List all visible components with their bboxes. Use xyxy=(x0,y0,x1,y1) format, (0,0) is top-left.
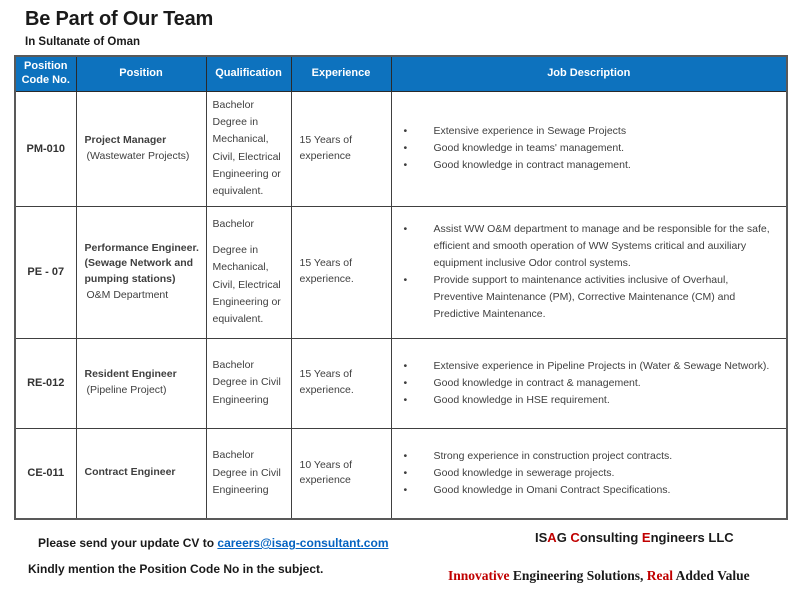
qualification-paragraph: Degree in Mechanical, Civil, Electrical Engineering or equivalent. xyxy=(212,243,281,326)
accent-red-text: Real xyxy=(646,568,676,583)
job-bullet xyxy=(402,482,779,499)
bullet-marker: • xyxy=(403,274,408,286)
col-header-position-code: Position Code No. xyxy=(15,56,76,91)
bullet-text: Good knowledge in Omani Contract Specifications. xyxy=(433,483,671,496)
qualification-paragraph: Bachelor Degree in Civil Engineering xyxy=(212,359,281,406)
subject-instruction: Kindly mention the Position Code No in the subject. xyxy=(28,562,324,576)
job-description-cell xyxy=(391,206,787,338)
accent-red-text: C xyxy=(570,530,580,545)
position-cell xyxy=(76,338,206,428)
plain-text: onsulting xyxy=(579,530,642,545)
job-bullet xyxy=(402,157,779,174)
position-title: Performance Engineer. (Sewage Network and pumping stations) xyxy=(84,241,199,285)
job-description-cell xyxy=(391,91,787,206)
job-bullet xyxy=(402,272,779,323)
table-header-row xyxy=(15,56,787,91)
bullet-text: Extensive experience in Pipeline Projects in (Water & Sewage Network). xyxy=(433,359,770,372)
position-title: Project Manager xyxy=(84,133,167,146)
page-title: Be Part of Our Team xyxy=(25,8,214,30)
job-bullet xyxy=(402,392,779,409)
qualification-cell xyxy=(206,91,291,206)
bullet-marker: • xyxy=(403,483,408,496)
job-bullet-list xyxy=(402,358,779,409)
position-code-cell: PE - 07 xyxy=(15,206,76,338)
job-bullet-list xyxy=(402,221,779,323)
job-bullet xyxy=(402,465,779,482)
table-row xyxy=(15,91,787,206)
plain-text: Added Value xyxy=(675,568,750,583)
job-description-cell xyxy=(391,338,787,428)
cv-instruction-line xyxy=(38,536,388,550)
qualification-cell xyxy=(206,428,291,519)
page-subtitle: In Sultanate of Oman xyxy=(25,36,141,48)
bullet-marker: • xyxy=(403,223,408,235)
experience-cell: 15 Years of experience. xyxy=(291,206,391,338)
position-cell xyxy=(76,206,206,338)
bullet-marker: • xyxy=(403,393,408,406)
job-bullet xyxy=(402,123,779,140)
bullet-marker: • xyxy=(403,376,408,389)
job-bullet xyxy=(402,221,779,272)
company-tagline xyxy=(448,568,750,584)
plain-text: Engineering Solutions, xyxy=(512,568,647,583)
company-name xyxy=(535,530,734,545)
jobs-table xyxy=(14,55,788,520)
bullet-marker: • xyxy=(403,449,408,462)
job-bullet xyxy=(402,375,779,392)
job-bullet-list xyxy=(402,448,779,499)
position-code-cell: PM-010 xyxy=(15,91,76,206)
experience-cell: 10 Years of experience xyxy=(291,428,391,519)
job-bullet-list xyxy=(402,123,779,174)
table-row xyxy=(15,206,787,338)
position-note: (Pipeline Project) xyxy=(86,384,167,396)
qualification-paragraph: Bachelor xyxy=(212,217,254,230)
experience-cell: 15 Years of experience xyxy=(291,91,391,206)
accent-red-text: E xyxy=(641,530,651,545)
plain-text: G xyxy=(556,530,571,545)
position-note: O&M Department xyxy=(86,288,169,301)
plain-text: IS xyxy=(535,530,548,545)
qualification-cell xyxy=(206,338,291,428)
experience-cell: 15 Years of experience. xyxy=(291,338,391,428)
bullet-text: Strong experience in construction project contracts. xyxy=(433,449,673,462)
table-row xyxy=(15,428,787,519)
qualification-cell xyxy=(206,206,291,338)
job-bullet xyxy=(402,140,779,157)
col-header-qualification: Qualification xyxy=(206,56,291,91)
position-note: (Wastewater Projects) xyxy=(86,149,190,162)
position-title: Contract Engineer xyxy=(84,466,176,479)
bullet-text: Assist WW O&M department to manage and be responsible for the safe, efficient and smooth operation of WW Systems critical and auxiliary equipment inclusive Odor control systems. xyxy=(433,223,770,269)
plain-text: ngineers LLC xyxy=(650,530,734,545)
bullet-marker: • xyxy=(403,359,408,372)
position-cell xyxy=(76,428,206,519)
careers-email-link[interactable]: careers@isag-consultant.com xyxy=(217,536,389,550)
job-bullet xyxy=(402,448,779,465)
bullet-text: Good knowledge in contract & management. xyxy=(433,376,641,389)
qualification-paragraph: Bachelor Degree in Civil Engineering xyxy=(212,449,281,496)
col-header-experience: Experience xyxy=(291,56,391,91)
position-code-cell: RE-012 xyxy=(15,338,76,428)
accent-red-text: A xyxy=(547,530,557,545)
cv-instruction-text: Please send your update CV to xyxy=(38,536,218,550)
bullet-text: Provide support to maintenance activities inclusive of Overhaul, Preventive Maintenance (PM), Corrective Maintenance (CM) and Predictive Maintenance. xyxy=(433,274,736,320)
col-header-job-description: Job Description xyxy=(391,56,787,91)
job-bullet xyxy=(402,358,779,375)
qualification-paragraph: Bachelor Degree in Mechanical, Civil, Electrical Engineering or equivalent. xyxy=(212,98,281,198)
table-row xyxy=(15,338,787,428)
bullet-marker: • xyxy=(403,466,408,479)
bullet-text: Good knowledge in HSE requirement. xyxy=(433,393,610,406)
position-cell xyxy=(76,91,206,206)
position-title: Resident Engineer xyxy=(84,368,177,381)
bullet-marker: • xyxy=(403,159,408,171)
position-code-cell: CE-011 xyxy=(15,428,76,519)
col-header-position: Position xyxy=(76,56,206,91)
bullet-text: Extensive experience in Sewage Projects xyxy=(433,125,627,137)
accent-red-text: Innovative xyxy=(448,568,513,583)
job-description-cell xyxy=(391,428,787,519)
bullet-marker: • xyxy=(403,125,408,137)
bullet-text: Good knowledge in sewerage projects. xyxy=(433,466,615,479)
bullet-text: Good knowledge in teams' management. xyxy=(433,142,625,154)
bullet-marker: • xyxy=(403,142,408,154)
bullet-text: Good knowledge in contract management. xyxy=(433,159,631,171)
